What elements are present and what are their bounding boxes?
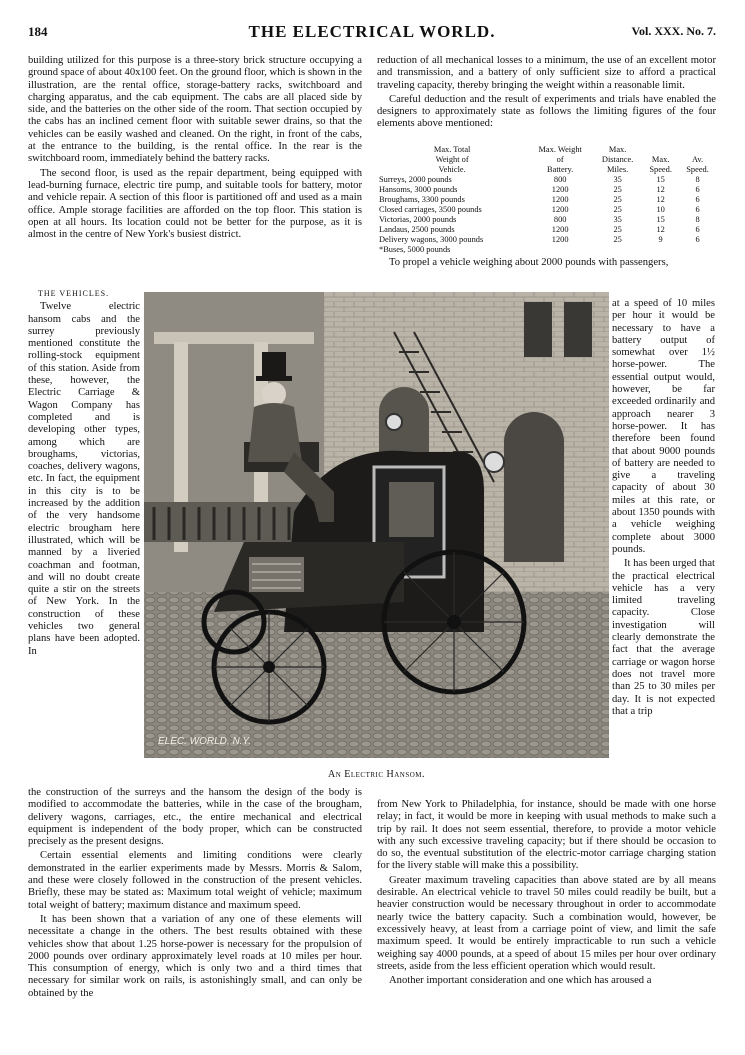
table-cell-distance: 35 xyxy=(613,215,622,224)
table-row xyxy=(377,205,716,215)
table-cell-avspeed: 8 xyxy=(695,175,700,184)
table-cell-distance: 25 xyxy=(613,195,622,204)
table-row xyxy=(377,195,716,205)
right-column-upper xyxy=(377,55,716,131)
photo-credit: ELEC. WORLD, N.Y. xyxy=(158,736,251,747)
table-header-row xyxy=(377,145,716,175)
table-cell-speed: 15 xyxy=(656,215,665,224)
table-cell-distance: 25 xyxy=(613,205,622,214)
table-row xyxy=(377,235,716,245)
table-cell-avspeed: 6 xyxy=(695,225,700,234)
paragraph: To propel a vehicle weighing about 2000 pounds with passengers, xyxy=(389,257,669,268)
left-column-lower xyxy=(28,787,362,1000)
paragraph: building utilized for this purpose is a three-story brick structure occupying a ground space of about 40x100 feet. On the ground floor, which is shown in the illustration, are the rental office, storage-battery racks, switchboard and charging apparatus, and the cab equipment. The cabs are all placed side by side, and the batteries on the other side of the room. That section occupied by the cabs has an inclined cement floor with suitable sewer drains, so that the vehicles can be easily washed and cleaned. On the right, in front of the cabs, at the entrance to the building, is the rental office. In the rear is the switchboard room, immediately behind the battery racks. xyxy=(28,55,362,165)
table-cell-speed: 12 xyxy=(656,185,665,194)
paragraph: from New York to Philadelphia, for instance, should be made with one horse relay; in fact, it would be more in keeping with usual methods to make such a trip by rail. It does not seem essential, therefore, to provide a motor vehicle with any such excessive traveling capacity; but if there should be occasion to do so, the eventual substitution of the electric-motor carriage charging station for the livery stable will make this a possibility. xyxy=(377,799,716,872)
table-row xyxy=(377,185,716,195)
table-cell-speed xyxy=(642,245,679,255)
table-cell-battery: 1200 xyxy=(551,205,569,214)
left-column-narrow xyxy=(28,285,140,658)
table-cell-battery: 1200 xyxy=(551,195,569,204)
table-cell-speed: 10 xyxy=(656,205,665,214)
right-column-narrow xyxy=(612,298,715,718)
paragraph: Greater maximum traveling capacities than above stated are by all means desirable. An electrical vehicle to travel 50 miles could readily be built, but a heavier construction would be necessary throughout in order to accommodate nearly twice the battery capacity. Such a combination would, however, be excessively heavy, at least from a carriage point of view, and limit the safe maximum speed. It would be entirely impracticable to run such a vehicle weighing say 4000 pounds, at a speed of about 15 miles per hour over ordinary streets, aside from the less efficient operation which would result. xyxy=(377,874,716,972)
column-header-distance: Max. Distance. Miles. xyxy=(601,145,634,174)
table-cell-battery: 800 xyxy=(553,215,567,224)
running-header xyxy=(28,22,716,44)
table-row xyxy=(377,245,716,255)
table-cell-speed: 12 xyxy=(656,225,665,234)
table-row xyxy=(377,215,716,225)
column-header-av-speed: Av. Speed. xyxy=(686,155,709,174)
volume-number: Vol. XXX. No. 7. xyxy=(631,24,716,38)
table-cell-speed: 12 xyxy=(656,195,665,204)
table-cell-avspeed: 6 xyxy=(695,205,700,214)
table-cell-battery: 1200 xyxy=(551,225,569,234)
column-header-vehicle: Max. Total Weight of Vehicle. xyxy=(433,145,471,174)
table-cell-battery: 800 xyxy=(553,175,567,184)
table-cell-battery xyxy=(527,245,593,255)
table-cell-distance: 35 xyxy=(613,175,622,184)
table-cell-vehicle: Victorias, 2000 pounds xyxy=(379,215,457,224)
table-cell-speed: 15 xyxy=(656,175,665,184)
table-cell-avspeed: 8 xyxy=(695,215,700,224)
paragraph: The second floor, is used as the repair department, being equipped with lead-burning furnace, electric tire pump, and suitable tools for battery, motor and vehicle repair. A section of this floor is partitioned off and used as a main office. Ample storage facilities are afforded on the top floor. This station is open at all hours. Its location could not be better for the purpose, as it is almost in the centre of New York's busiest district. xyxy=(28,167,362,241)
table-cell-vehicle: Hansoms, 3000 pounds xyxy=(379,185,458,194)
journal-title: THE ELECTRICAL WORLD. xyxy=(248,22,496,41)
figure-caption: An Electric Hansom. xyxy=(327,769,426,780)
paragraph: the construction of the surreys and the hansom the design of the body is modified to accommodate the batteries, while in the case of the brougham, delivery wagons, carriages, etc., the entire mechanical and electrical equipment is independent of the body proper, which can be constructed precisely as the present designs. xyxy=(28,787,362,848)
limits-table xyxy=(377,145,716,255)
column-header-battery: Max. Weight of Battery. xyxy=(538,145,582,174)
table-cell-avspeed: 6 xyxy=(695,195,700,204)
right-column-lower xyxy=(377,799,716,987)
paragraph: Twelve electric hansom cabs and the surrey previously mentioned constitute the rolling-stock equipment of this station. Aside from these, however, the Electric Carriage & Wagon Company has completed and is developing other types, among which are broughams, victorias, coaches, delivery wagons, etc. In fact, the equipment in this city is to be increased by the addition of the very handsome electric brougham here illustrated, which will be manned by a liveried coachman and footman, and will no doubt create quite a stir on the streets of New York. In the construction of these vehicles two general plans have been adopted. In xyxy=(28,301,140,657)
table-cell-distance: 25 xyxy=(613,225,622,234)
left-column-upper xyxy=(28,55,362,241)
table-cell-vehicle: *Buses, 5000 pounds xyxy=(379,245,451,254)
table-cell-battery: 1200 xyxy=(551,235,569,244)
paragraph: Another important consideration and one which has aroused a xyxy=(389,975,652,987)
column-header-max-speed: Max. Speed. xyxy=(649,155,672,174)
paragraph: It has been urged that the practical electrical vehicle has a very limited traveling capacity. Close investigation will clearly demonstrate the fact that the average carriage or wagon horse does not travel more than 25 to 30 miles per day. It is not expected that a trip xyxy=(612,558,715,717)
paragraph: Certain essential elements and limiting conditions were clearly demonstrated in the earlier experiments made by Messrs. Morris & Salom, and these were closely followed in the construction of the present vehicles. Briefly, these may be stated as: Maximum total weight of vehicle; maximum total weight of battery; maximum distance and maximum speed. xyxy=(28,850,362,911)
paragraph: at a speed of 10 miles per hour it would be necessary to have a battery output of somewhat over 1½ horse-power. The essential output would, however, be far exceeded ordinarily and approach nearer 3 horse-power. It has therefore been found that about 9000 pounds of battery are needed to give a traveling capacity of about 30 miles at this rate, or about 1350 pounds with a vehicle weighing complete about 3000 pounds. xyxy=(612,298,715,555)
paragraph: reduction of all mechanical losses to a minimum, the use of an excellent motor and transmission, and a battery of only sufficient size to afford a practical traveling capacity, thereby bringing the weight within a reasonable limit. xyxy=(377,55,716,91)
table-cell-avspeed: 6 xyxy=(695,235,700,244)
paragraph: Careful deduction and the result of experiments and trials have enabled the designers to approximately state as follows the limiting figures of the four elements above mentioned: xyxy=(377,93,716,130)
right-column-lead xyxy=(377,257,716,269)
table-cell-distance: 25 xyxy=(613,185,622,194)
page-number: 184 xyxy=(28,24,48,39)
table-cell-avspeed: 6 xyxy=(695,185,700,194)
table-cell-vehicle: Delivery wagons, 3000 pounds xyxy=(379,235,484,244)
table-cell-vehicle: Landaus, 2500 pounds xyxy=(379,225,455,234)
table-cell-distance: 25 xyxy=(613,235,622,244)
table-cell-avspeed xyxy=(679,245,716,255)
table-row xyxy=(377,225,716,235)
paragraph: It has been shown that a variation of any one of these elements will necessitate a change in the others. The best results obtained with these vehicles show that about 1.25 horse-power is necessary for the propulsion of 2000 pounds over ordinary approximately level roads at 10 miles per hour. This consumption of energy, which is only two and a third times that necessary for similar work on rails, is astonishingly small, and can only be obtained by the xyxy=(28,913,362,999)
electric-hansom-photo xyxy=(144,292,609,758)
section-subheading: THE VEHICLES. xyxy=(38,289,110,298)
table-cell-vehicle: Broughams, 3300 pounds xyxy=(379,195,465,204)
table-cell-speed: 9 xyxy=(658,235,663,244)
table-cell-vehicle: Closed carriages, 3500 pounds xyxy=(379,205,482,214)
table-cell-battery: 1200 xyxy=(551,185,569,194)
table-cell-vehicle: Surreys, 2000 pounds xyxy=(379,175,452,184)
table-row xyxy=(377,175,716,185)
table-cell-distance xyxy=(593,245,642,255)
